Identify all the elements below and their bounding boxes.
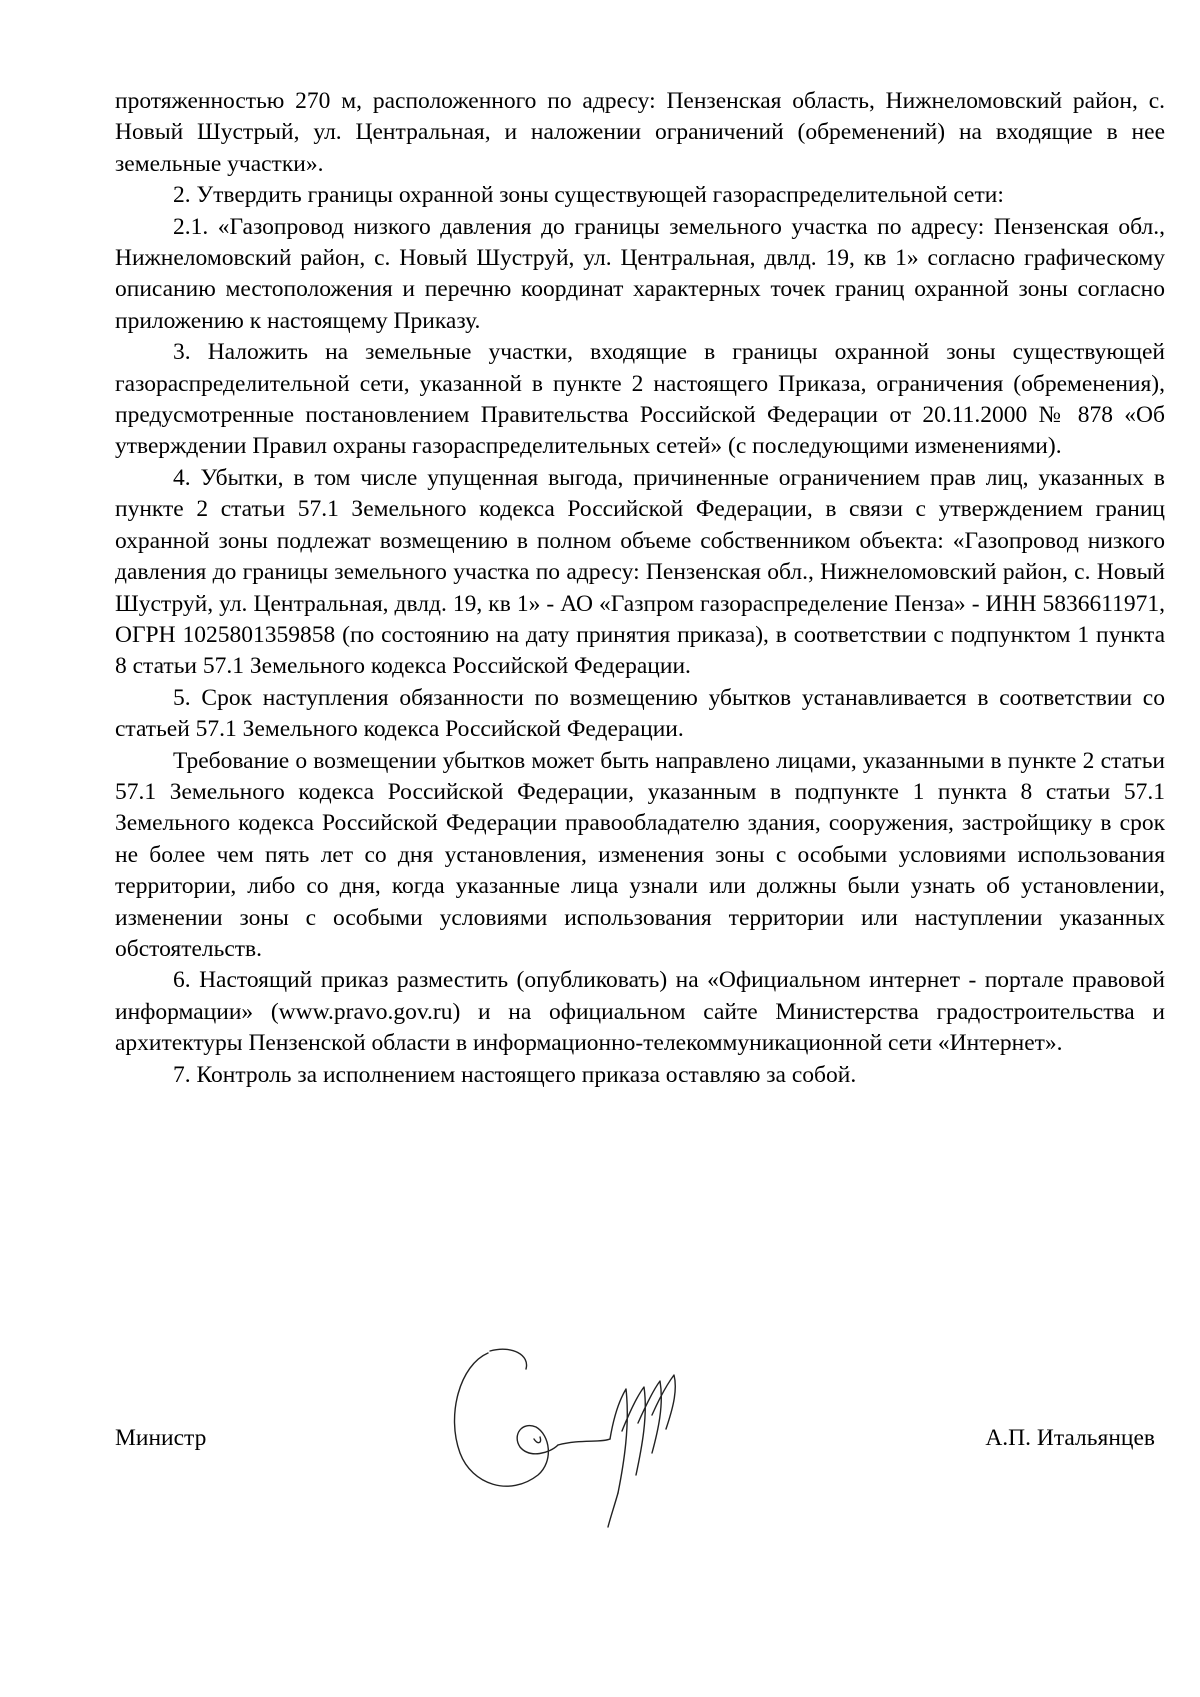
paragraph-damages-claim: Требование о возмещении убытков может быть направлено лицами, указанными в пункте 2 статьи 57.1 Земельного кодекса Российской Федерации, указанным в подпункте 1 пункта 8 статьи 57.1 Земельного кодекса Российской Федерации правообладателю здания, сооружения, застройщику в срок не более чем пять лет со дня установления, изменения зоны с особыми условиями использования территории, либо со дня, когда указанные лица узнали или должны были узнать об установлении, изменении зоны с особыми условиями использования территории или наступлении указанных обстоятельств. (115, 747, 1165, 962)
paragraph-item-6: 6. Настоящий приказ разместить (опубликовать) на «Официальном интернет - портале правовой информации» (www.pravo.gov.ru) и на официальном сайте Министерства градостроительства и архитектуры Пензенской области в информационно-телекоммуникационной сети «Интернет». (115, 967, 1165, 1057)
document-body (115, 86, 1165, 1091)
signer-position: Министр (115, 1425, 207, 1451)
paragraph-item-2-1: 2.1. «Газопровод низкого давления до границы земельного участка по адресу: Пензенская обл., Нижнеломовский район, с. Новый Шуструй, ул. Центральная, двлд. 19, кв 1» согласно графическому описанию местоположения и перечню координат характерных точек границ охранной зоны согласно приложению к настоящему Приказу. (115, 213, 1165, 334)
paragraph-continuation: протяженностью 270 м, расположенного по адресу: Пензенская область, Нижнеломовский район, с. Новый Шустрый, ул. Центральная, и наложении ограничений (обременений) на входящие в нее земельные участки». (115, 88, 1165, 177)
paragraph-item-5: 5. Срок наступления обязанности по возмещению убытков устанавливается в соответствии со статьей 57.1 Земельного кодекса Российской Федерации. (115, 684, 1165, 743)
paragraph-item-7: 7. Контроль за исполнением настоящего приказа оставляю за собой. (173, 1061, 857, 1088)
paragraph-item-3: 3. Наложить на земельные участки, входящие в границы охранной зоны существующей газораспределительной сети, указанной в пункте 2 настоящего Приказа, ограничения (обременения), предусмотренные постановлением Правительства Российской Федерации от 20.11.2000 № 878 «Об утверждении Правил охраны газораспределительных сетей» (с последующими изменениями). (115, 339, 1165, 460)
signer-name: А.П. Итальянцев (985, 1425, 1155, 1451)
handwritten-signature (450, 1335, 725, 1530)
paragraph-item-4: 4. Убытки, в том числе упущенная выгода, причиненные ограничением прав лиц, указанных в пункте 2 статьи 57.1 Земельного кодекса Российской Федерации, в связи с утверждением границ охранной зоны подлежат возмещению в полном объеме собственником объекта: «Газопровод низкого давления до границы земельного участка по адресу: Пензенская обл., Нижнеломовский район, с. Новый Шуструй, ул. Центральная, двлд. 19, кв 1» - АО «Газпром газораспределение Пенза» - ИНН 5836611971, ОГРН 1025801359858 (по состоянию на дату принятия приказа), в соответствии с подпунктом 1 пункта 8 статьи 57.1 Земельного кодекса Российской Федерации. (115, 464, 1165, 680)
paragraph-item-2: 2. Утвердить границы охранной зоны существующей газораспределительной сети: (173, 182, 1004, 209)
